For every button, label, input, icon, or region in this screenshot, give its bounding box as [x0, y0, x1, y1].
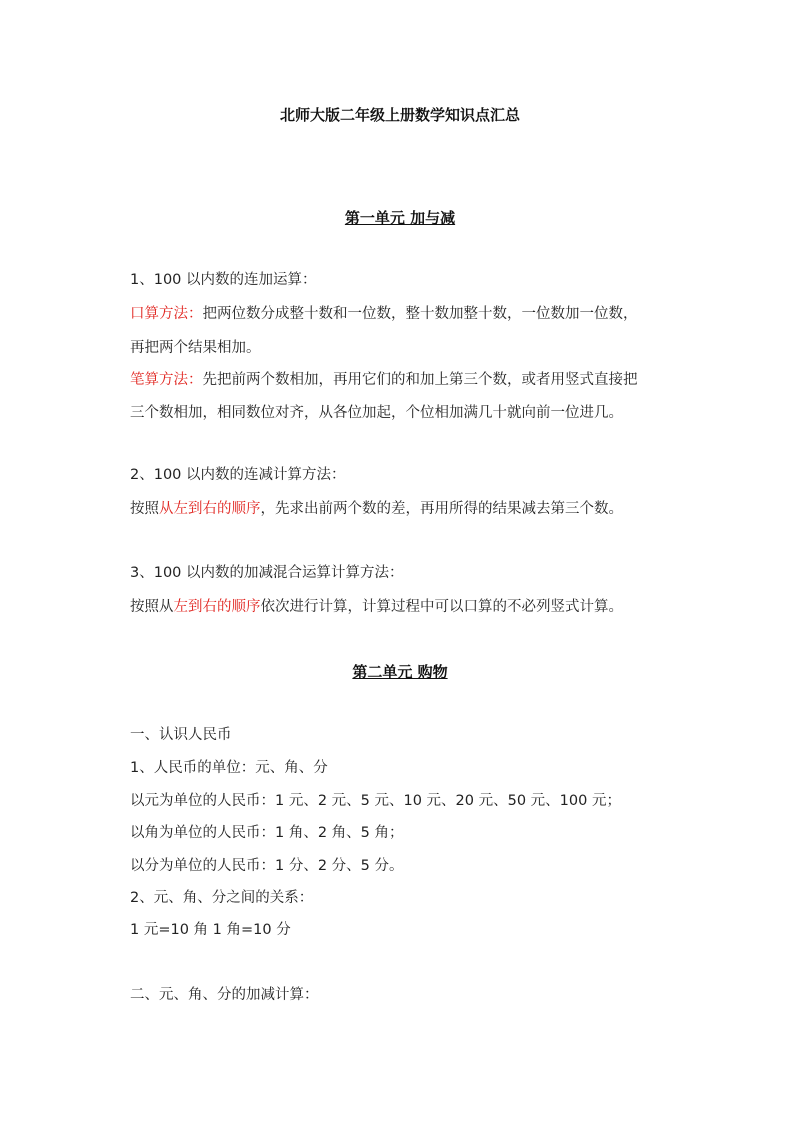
written-method-text: 先把前两个数相加，再用它们的和加上第三个数，或者用竖式直接把	[202, 372, 638, 388]
unit1-section3-heading: 3、100 以内数的加减混合运算计算方法：	[130, 565, 404, 581]
oral-method-label: 口算方法：	[130, 306, 203, 322]
unit2-line-8: 二、元、角、分的加减计算：	[130, 987, 319, 1003]
written-method-paragraph	[130, 370, 638, 390]
oral-method-paragraph	[130, 304, 638, 324]
section3-highlight: 左到右的顺序	[173, 599, 261, 615]
unit1-section1-heading: 1、100 以内数的连加运算：	[130, 272, 317, 288]
unit2-line-3: 以元为单位的人民币：1 元、2 元、5 元、10 元、20 元、50 元、100 元；	[130, 793, 621, 809]
section3-suffix: 依次进行计算，计算过程中可以口算的不必列竖式计算。	[260, 599, 623, 615]
unit1-section2-text	[130, 499, 623, 519]
unit1-heading: 第一单元 加与减	[344, 209, 456, 227]
unit1-section3-text	[130, 597, 623, 617]
unit2-line-5: 以分为单位的人民币：1 分、2 分、5 分。	[130, 858, 404, 874]
unit2-line-2: 1、人民币的单位：元、角、分	[130, 760, 328, 776]
unit1-section2-heading: 2、100 以内数的连减计算方法：	[130, 467, 346, 483]
unit2-line-6: 2、元、角、分之间的关系：	[130, 890, 314, 906]
section2-prefix: 按照	[130, 501, 159, 517]
written-method-label: 笔算方法：	[130, 372, 203, 388]
oral-method-text: 把两位数分成整十数和一位数，整十数加整十数，一位数加一位数，	[202, 306, 638, 322]
unit2-line-4: 以角为单位的人民币：1 角、2 角、5 角；	[130, 825, 404, 841]
section3-prefix: 按照从	[130, 599, 174, 615]
unit2-line-7: 1 元=10 角 1 角=10 分	[130, 922, 291, 938]
section2-suffix: ，先求出前两个数的差，再用所得的结果减去第三个数。	[260, 501, 623, 517]
oral-method-text-2: 再把两个结果相加。	[130, 340, 261, 356]
unit2-line-1: 一、认识人民币	[130, 727, 232, 743]
document-title: 北师大版二年级上册数学知识点汇总	[279, 106, 520, 124]
section2-highlight: 从左到右的顺序	[159, 501, 261, 517]
unit2-heading: 第二单元 购物	[352, 663, 448, 681]
written-method-text-2: 三个数相加，相同数位对齐，从各位加起，个位相加满几十就向前一位进几。	[130, 405, 623, 421]
